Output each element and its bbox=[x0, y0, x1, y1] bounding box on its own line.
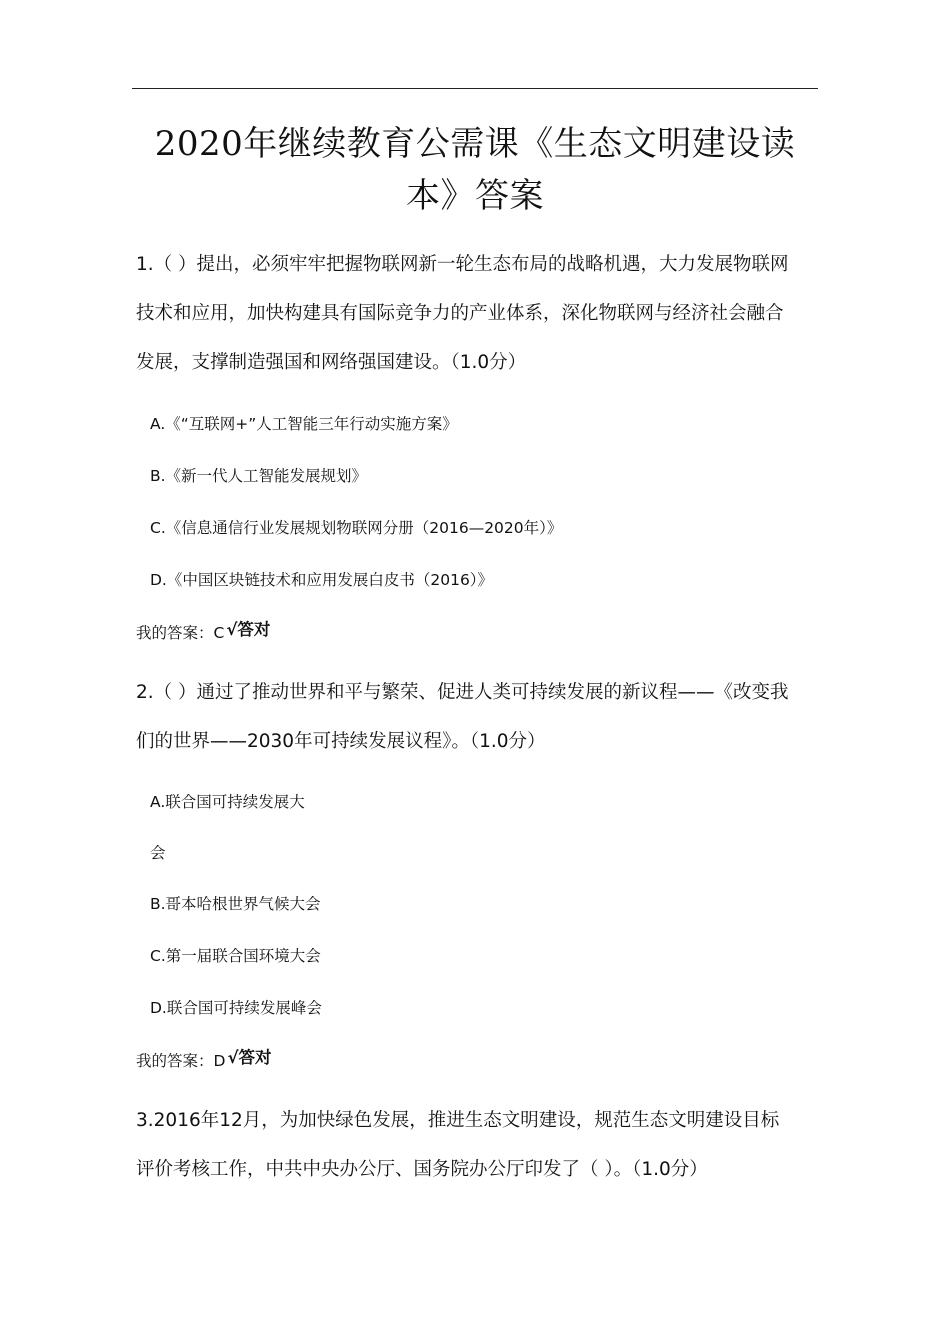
answer-label: 我的答案：D bbox=[136, 1052, 226, 1070]
question-2-option-d: D.联合国可持续发展峰会 bbox=[150, 999, 322, 1017]
question-1-line-3: 发展，支撑制造强国和网络强国建设。（1.0分） bbox=[136, 352, 527, 373]
question-2-answer bbox=[136, 1050, 271, 1072]
question-1-option-a: A.《“互联网+”人工智能三年行动实施方案》 bbox=[150, 415, 458, 433]
question-1-line-2: 技术和应用，加快构建具有国际竞争力的产业体系，深化物联网与经济社会融合 bbox=[136, 303, 784, 324]
answer-verdict: √答对 bbox=[227, 1048, 272, 1067]
header-rule bbox=[132, 88, 818, 89]
question-1-line-1: 1.（ ）提出，必须牢牢把握物联网新一轮生态布局的战略机遇，大力发展物联网 bbox=[136, 254, 789, 275]
question-1-option-b: B.《新一代人工智能发展规划》 bbox=[150, 467, 368, 485]
title-line-2: 本》答案 bbox=[406, 176, 544, 216]
question-2-line-2: 们的世界——2030年可持续发展议程》。（1.0分） bbox=[136, 731, 546, 752]
question-1-option-d: D.《中国区块链技术和应用发展白皮书（2016）》 bbox=[150, 571, 494, 589]
question-3-line-1: 3.2016年12月，为加快绿色发展，推进生态文明建设，规范生态文明建设目标 bbox=[136, 1110, 780, 1131]
question-3-line-2: 评价考核工作，中共中央办公厅、国务院办公厅印发了（ ）。（1.0分） bbox=[136, 1159, 708, 1180]
question-2-line-1: 2.（ ）通过了推动世界和平与繁荣、促进人类可持续发展的新议程——《改变我 bbox=[136, 682, 789, 703]
answer-label: 我的答案：C bbox=[136, 624, 225, 642]
question-2-option-a: A.联合国可持续发展大 bbox=[150, 793, 305, 811]
question-1-answer bbox=[136, 622, 270, 644]
answer-verdict: √答对 bbox=[226, 620, 271, 639]
question-2-option-c: C.第一届联合国环境大会 bbox=[150, 947, 321, 965]
question-1-option-c: C.《信息通信行业发展规划物联网分册（2016—2020年）》 bbox=[150, 519, 563, 537]
question-2-option-a-wrap: 会 bbox=[150, 844, 166, 862]
page-title bbox=[132, 118, 818, 222]
title-line-1: 2020年继续教育公需课《生态文明建设读 bbox=[154, 124, 796, 164]
question-2-option-b: B.哥本哈根世界气候大会 bbox=[150, 895, 321, 913]
